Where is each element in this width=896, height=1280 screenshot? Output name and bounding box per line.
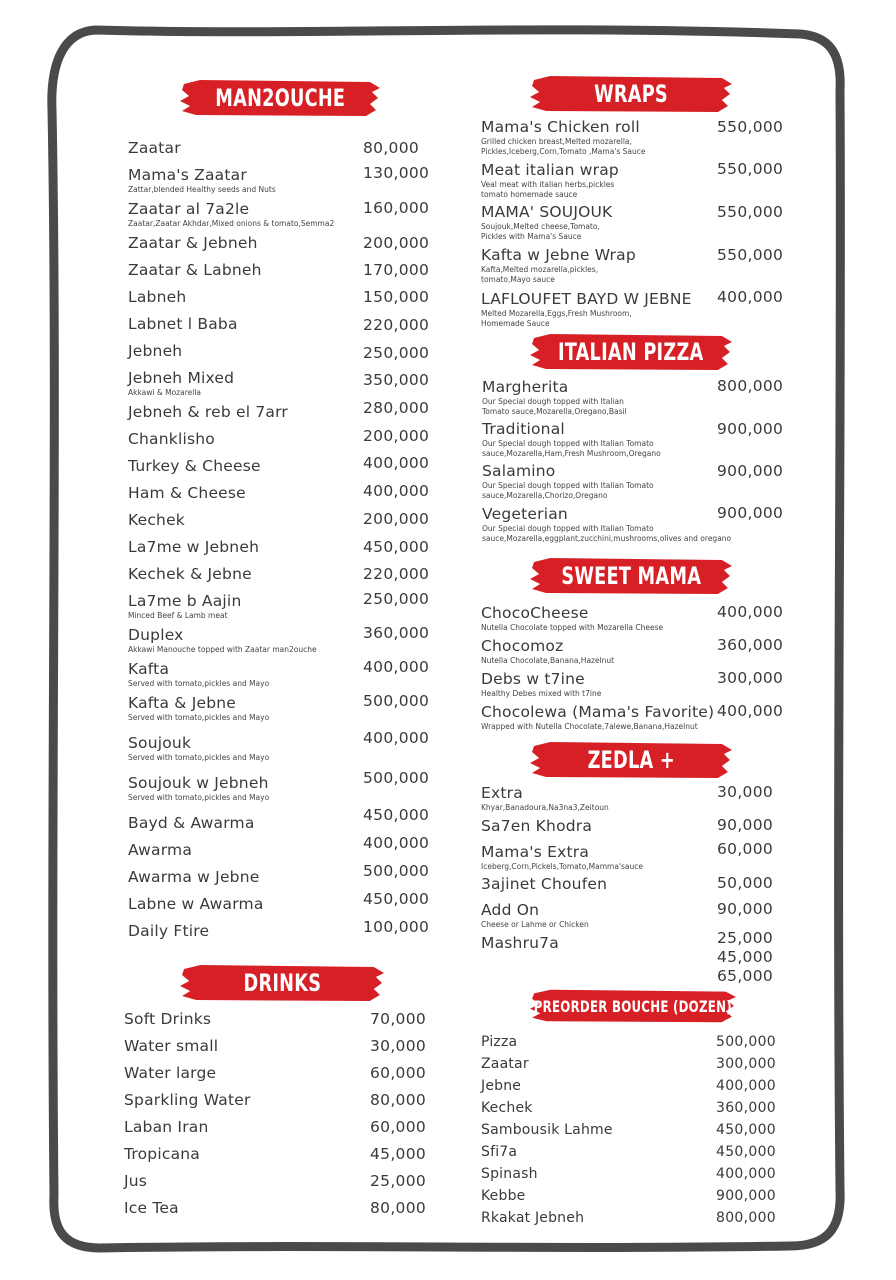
item-price: 350,000 bbox=[363, 371, 430, 389]
item-name: Chocolewa (Mama's Favorite) bbox=[481, 703, 715, 721]
item-price: 360,000 bbox=[716, 1100, 776, 1116]
menu-item bbox=[481, 1033, 517, 1052]
item-name: Daily Ftire bbox=[128, 922, 210, 940]
item-description: Served with tomato,pickles and Mayo bbox=[128, 793, 270, 802]
item-name: Margherita bbox=[482, 378, 569, 396]
menu-item bbox=[481, 203, 612, 242]
menu-item bbox=[482, 420, 661, 459]
menu-item bbox=[124, 1010, 211, 1029]
menu-item bbox=[128, 430, 215, 449]
menu-item bbox=[481, 118, 646, 157]
menu-item bbox=[128, 288, 186, 307]
menu-item bbox=[128, 200, 334, 229]
section-title-preorder: PREORDER BOUCHE (DOZEN) bbox=[533, 996, 733, 1016]
item-name: Kafta & Jebne bbox=[128, 694, 236, 712]
item-name: Jebne bbox=[481, 1078, 522, 1094]
item-name: Zaatar bbox=[128, 139, 181, 157]
menu-item bbox=[128, 774, 269, 803]
item-name: Labnet l Baba bbox=[128, 315, 238, 333]
menu-item bbox=[128, 369, 234, 398]
item-price: 90,000 bbox=[717, 900, 774, 918]
menu-item bbox=[128, 484, 246, 503]
item-description: Akkawi Manouche topped with Zaatar man2ouche bbox=[128, 645, 317, 654]
item-description: Akkawi & Mozarella bbox=[128, 388, 202, 397]
section-wraps bbox=[530, 74, 732, 114]
item-price: 70,000 bbox=[370, 1010, 427, 1028]
item-price: 90,000 bbox=[717, 816, 774, 834]
menu-item bbox=[128, 694, 269, 723]
menu-item bbox=[481, 934, 559, 953]
item-name: Tropicana bbox=[124, 1145, 200, 1163]
item-price: 400,000 bbox=[717, 603, 784, 621]
item-name: Mashru7a bbox=[481, 934, 559, 952]
item-name: Kechek & Jebne bbox=[128, 565, 252, 583]
section-italian-pizza bbox=[530, 332, 732, 372]
menu-item bbox=[124, 1064, 216, 1083]
item-name: Salamino bbox=[482, 462, 556, 480]
menu-item bbox=[128, 457, 261, 476]
menu-item bbox=[481, 670, 601, 699]
item-price: 400,000 bbox=[363, 729, 430, 747]
item-description: Our Special dough topped with Italian bbox=[482, 397, 624, 406]
item-name: Ice Tea bbox=[124, 1199, 179, 1217]
item-price: 100,000 bbox=[363, 918, 430, 936]
menu-item bbox=[481, 637, 614, 666]
item-description: Veal meat with italian herbs,pickles bbox=[481, 180, 615, 189]
item-name: Duplex bbox=[128, 626, 184, 644]
section-title-zedla: ZEDLA + bbox=[587, 746, 675, 774]
menu-item bbox=[481, 1099, 533, 1118]
menu-item bbox=[128, 841, 192, 860]
menu-item bbox=[481, 290, 692, 329]
item-price: 550,000 bbox=[717, 160, 784, 178]
menu-item bbox=[128, 592, 241, 621]
menu-item bbox=[481, 1121, 613, 1140]
menu-item bbox=[128, 660, 269, 689]
menu-item bbox=[481, 161, 619, 200]
section-title-sweet-mama: SWEET MAMA bbox=[561, 562, 701, 590]
item-price: 550,000 bbox=[717, 246, 784, 264]
item-name: Laban Iran bbox=[124, 1118, 209, 1136]
menu-item bbox=[481, 1187, 525, 1206]
item-name: 3ajinet Choufen bbox=[481, 875, 608, 893]
item-price: 80,000 bbox=[370, 1091, 427, 1109]
menu-item bbox=[128, 511, 185, 530]
menu-item bbox=[481, 875, 607, 894]
menu-item bbox=[481, 843, 643, 872]
item-name: Kechek bbox=[128, 511, 185, 529]
menu-item bbox=[482, 505, 731, 544]
menu-item bbox=[128, 922, 209, 941]
item-price: 360,000 bbox=[717, 636, 784, 654]
item-price: 160,000 bbox=[363, 199, 430, 217]
menu-item bbox=[482, 378, 627, 417]
item-name: Soft Drinks bbox=[124, 1010, 212, 1028]
item-price: 400,000 bbox=[716, 1166, 776, 1182]
item-name: Extra bbox=[481, 784, 523, 802]
menu-item bbox=[481, 703, 714, 732]
item-description: Served with tomato,pickles and Mayo bbox=[128, 753, 270, 762]
item-description: Soujouk,Melted cheese,Tomato, bbox=[481, 222, 600, 231]
menu-item bbox=[128, 315, 238, 334]
section-drinks bbox=[180, 963, 384, 1003]
item-description: Melted Mozarella,Eggs,Fresh Mushroom, bbox=[481, 309, 632, 318]
item-description: Nutella Chocolate,Banana,Hazelnut bbox=[481, 656, 615, 665]
menu-item bbox=[128, 403, 288, 422]
item-price: 500,000 bbox=[716, 1034, 776, 1050]
item-price: 60,000 bbox=[370, 1064, 427, 1082]
menu-item bbox=[481, 1055, 529, 1074]
item-description: sauce,Mozarella,eggplant,zucchini,mushrooms,olives and oregano bbox=[482, 534, 732, 543]
item-price: 800,000 bbox=[717, 377, 784, 395]
item-price: 550,000 bbox=[717, 118, 784, 136]
item-price: 170,000 bbox=[363, 261, 430, 279]
item-name: Jus bbox=[124, 1172, 148, 1190]
item-price: 65,000 bbox=[717, 967, 774, 985]
menu-item bbox=[128, 734, 269, 763]
item-name: La7me b Aajin bbox=[128, 592, 242, 610]
item-price: 200,000 bbox=[363, 427, 430, 445]
item-price: 80,000 bbox=[370, 1199, 427, 1217]
item-name: Zaatar & Labneh bbox=[128, 261, 262, 279]
item-price: 220,000 bbox=[363, 316, 430, 334]
item-price: 450,000 bbox=[716, 1144, 776, 1160]
item-name: Spinash bbox=[481, 1166, 538, 1182]
item-name: Awarma w Jebne bbox=[128, 868, 260, 886]
item-name: Debs w t7ine bbox=[481, 670, 585, 688]
item-description: Grilled chicken breast,Melted mozarella, bbox=[481, 137, 632, 146]
item-description: Khyar,Banadoura,Na3na3,Zeitoun bbox=[481, 803, 609, 812]
item-name: Zaatar bbox=[481, 1056, 529, 1072]
section-title-man2ouche: MAN2OUCHE bbox=[214, 84, 346, 112]
item-price: 900,000 bbox=[717, 504, 784, 522]
menu-item bbox=[124, 1145, 200, 1164]
item-description: Zaatar,Zaatar Akhdar,Mixed onions & tomato,Semma2 bbox=[128, 219, 335, 228]
item-name: Water small bbox=[124, 1037, 219, 1055]
section-preorder bbox=[530, 988, 736, 1024]
item-price: 45,000 bbox=[370, 1145, 427, 1163]
item-price: 400,000 bbox=[717, 288, 784, 306]
item-description: tomato homemade sauce bbox=[481, 190, 578, 199]
item-name: Ham & Cheese bbox=[128, 484, 246, 502]
menu-item bbox=[481, 817, 592, 836]
item-description: Kafta,Melted mozarella,pickles, bbox=[481, 265, 599, 274]
item-name: Zaatar & Jebneh bbox=[128, 234, 258, 252]
item-name: Soujouk bbox=[128, 734, 192, 752]
item-price: 900,000 bbox=[717, 420, 784, 438]
item-price: 30,000 bbox=[717, 783, 774, 801]
menu-item bbox=[124, 1091, 251, 1110]
section-sweet-mama bbox=[530, 556, 732, 596]
item-name: Water large bbox=[124, 1064, 217, 1082]
item-price: 450,000 bbox=[363, 538, 430, 556]
item-price: 150,000 bbox=[363, 288, 430, 306]
menu-item bbox=[128, 139, 181, 158]
item-name: Traditional bbox=[482, 420, 565, 438]
item-name: Pizza bbox=[481, 1034, 518, 1050]
item-price: 200,000 bbox=[363, 234, 430, 252]
section-title-wraps: WRAPS bbox=[594, 80, 668, 108]
item-name: ChocoCheese bbox=[481, 604, 589, 622]
item-price: 400,000 bbox=[363, 454, 430, 472]
item-description: Served with tomato,pickles and Mayo bbox=[128, 679, 270, 688]
item-price: 300,000 bbox=[716, 1056, 776, 1072]
menu-item bbox=[128, 342, 182, 361]
item-price: 200,000 bbox=[363, 510, 430, 528]
item-price: 25,000 bbox=[370, 1172, 427, 1190]
item-price: 550,000 bbox=[717, 203, 784, 221]
item-price: 60,000 bbox=[370, 1118, 427, 1136]
item-name: Chocomoz bbox=[481, 637, 564, 655]
item-description: Our Special dough topped with Italian Tomato bbox=[482, 481, 654, 490]
item-name: Jebneh bbox=[128, 342, 183, 360]
menu-item bbox=[481, 1209, 584, 1228]
item-price: 250,000 bbox=[363, 590, 430, 608]
menu-item bbox=[481, 1165, 538, 1184]
item-description: Healthy Debes mixed with t7ine bbox=[481, 689, 602, 698]
item-name: Labne w Awarma bbox=[128, 895, 264, 913]
menu-item bbox=[128, 895, 264, 914]
item-description: Zattar,blended Healthy seeds and Nuts bbox=[128, 185, 276, 194]
item-name: Kafta bbox=[128, 660, 170, 678]
section-man2ouche bbox=[180, 78, 380, 118]
item-name: Turkey & Cheese bbox=[128, 457, 261, 475]
item-price: 60,000 bbox=[717, 840, 774, 858]
item-description: Cheese or Lahme or Chicken bbox=[481, 920, 589, 929]
item-name: Labneh bbox=[128, 288, 187, 306]
item-name: Rkakat Jebneh bbox=[481, 1210, 585, 1226]
item-price: 800,000 bbox=[716, 1210, 776, 1226]
item-price: 280,000 bbox=[363, 399, 430, 417]
item-price: 45,000 bbox=[717, 948, 774, 966]
item-price: 130,000 bbox=[363, 164, 430, 182]
menu-item bbox=[481, 604, 663, 633]
item-name: Kafta w Jebne Wrap bbox=[481, 246, 636, 264]
item-name: Meat italian wrap bbox=[481, 161, 619, 179]
item-price: 450,000 bbox=[363, 806, 430, 824]
menu-item bbox=[481, 246, 636, 285]
item-name: Sparkling Water bbox=[124, 1091, 251, 1109]
section-title-drinks: DRINKS bbox=[243, 969, 321, 997]
item-price: 900,000 bbox=[717, 462, 784, 480]
item-description: Tomato sauce,Mozarella,Oregano,Basil bbox=[482, 407, 627, 416]
item-name: Mama's Chicken roll bbox=[481, 118, 640, 136]
menu-item bbox=[128, 234, 258, 253]
menu-item bbox=[124, 1199, 179, 1218]
item-price: 250,000 bbox=[363, 344, 430, 362]
item-name: LAFLOUFET BAYD W JEBNE bbox=[481, 290, 692, 308]
item-price: 50,000 bbox=[717, 874, 774, 892]
item-price: 400,000 bbox=[363, 834, 430, 852]
menu-item bbox=[482, 462, 654, 501]
item-price: 500,000 bbox=[363, 862, 430, 880]
item-description: Iceberg,Corn,Pickels,Tomato,Mamma'sauce bbox=[481, 862, 644, 871]
item-name: Kechek bbox=[481, 1100, 533, 1116]
item-price: 400,000 bbox=[363, 658, 430, 676]
item-name: Add On bbox=[481, 901, 540, 919]
item-description: Nutella Chocolate topped with Mozarella Cheese bbox=[481, 623, 664, 632]
item-name: Kebbe bbox=[481, 1188, 526, 1204]
item-price: 220,000 bbox=[363, 565, 430, 583]
item-name: Vegeterian bbox=[482, 505, 568, 523]
item-description: Our Special dough topped with Italian Tomato bbox=[482, 439, 654, 448]
item-price: 80,000 bbox=[363, 139, 420, 157]
item-price: 450,000 bbox=[716, 1122, 776, 1138]
menu-item bbox=[124, 1118, 209, 1137]
menu-item bbox=[481, 784, 609, 813]
item-price: 360,000 bbox=[363, 624, 430, 642]
item-name: Zaatar al 7a2le bbox=[128, 200, 250, 218]
menu-item bbox=[128, 565, 252, 584]
item-name: Awarma bbox=[128, 841, 193, 859]
item-name: Jebneh Mixed bbox=[128, 369, 235, 387]
item-name: La7me w Jebneh bbox=[128, 538, 260, 556]
item-price: 25,000 bbox=[717, 929, 774, 947]
item-price: 400,000 bbox=[716, 1078, 776, 1094]
menu-item bbox=[481, 1143, 517, 1162]
item-price: 30,000 bbox=[370, 1037, 427, 1055]
item-price: 400,000 bbox=[363, 482, 430, 500]
item-description: Homemade Sauce bbox=[481, 319, 550, 328]
item-price: 400,000 bbox=[717, 702, 784, 720]
menu-item bbox=[128, 626, 317, 655]
item-price: 500,000 bbox=[363, 692, 430, 710]
section-zedla bbox=[530, 740, 732, 780]
item-name: Mama's Zaatar bbox=[128, 166, 247, 184]
menu-item bbox=[128, 868, 260, 887]
item-description: sauce,Mozarella,Chorizo,Oregano bbox=[482, 491, 608, 500]
item-description: tomato,Mayo sauce bbox=[481, 275, 555, 284]
item-price: 450,000 bbox=[363, 890, 430, 908]
item-name: Sa7en Khodra bbox=[481, 817, 593, 835]
menu-item bbox=[124, 1172, 147, 1191]
item-name: Sambousik Lahme bbox=[481, 1122, 613, 1138]
item-name: Sfi7a bbox=[481, 1144, 518, 1160]
item-name: Chanklisho bbox=[128, 430, 215, 448]
menu-item bbox=[481, 901, 589, 930]
item-name: MAMA' SOUJOUK bbox=[481, 203, 613, 221]
item-name: Mama's Extra bbox=[481, 843, 590, 861]
item-name: Jebneh & reb el 7arr bbox=[128, 403, 289, 421]
menu-item bbox=[124, 1037, 218, 1056]
menu-item bbox=[128, 261, 262, 280]
item-description: Our Special dough topped with Italian Tomato bbox=[482, 524, 654, 533]
item-price: 300,000 bbox=[717, 669, 784, 687]
item-description: Pickles,Iceberg,Corn,Tomato ,Mama's Sauce bbox=[481, 147, 646, 156]
menu-item bbox=[128, 538, 259, 557]
item-price: 900,000 bbox=[716, 1188, 776, 1204]
item-description: Minced Beef & Lamb meat bbox=[128, 611, 228, 620]
menu-item bbox=[481, 1077, 521, 1096]
menu-item bbox=[128, 166, 276, 195]
item-description: Wrapped with Nutella Chocolate,7alewe,Banana,Hazelnut bbox=[481, 722, 698, 731]
item-price: 500,000 bbox=[363, 769, 430, 787]
item-description: Served with tomato,pickles and Mayo bbox=[128, 713, 270, 722]
item-name: Soujouk w Jebneh bbox=[128, 774, 269, 792]
item-name: Bayd & Awarma bbox=[128, 814, 255, 832]
item-description: Pickles with Mama's Sauce bbox=[481, 232, 582, 241]
item-description: sauce,Mozarella,Ham,Fresh Mushroom,Oregano bbox=[482, 449, 661, 458]
section-title-italian-pizza: ITALIAN PIZZA bbox=[558, 338, 704, 366]
menu-item bbox=[128, 814, 255, 833]
